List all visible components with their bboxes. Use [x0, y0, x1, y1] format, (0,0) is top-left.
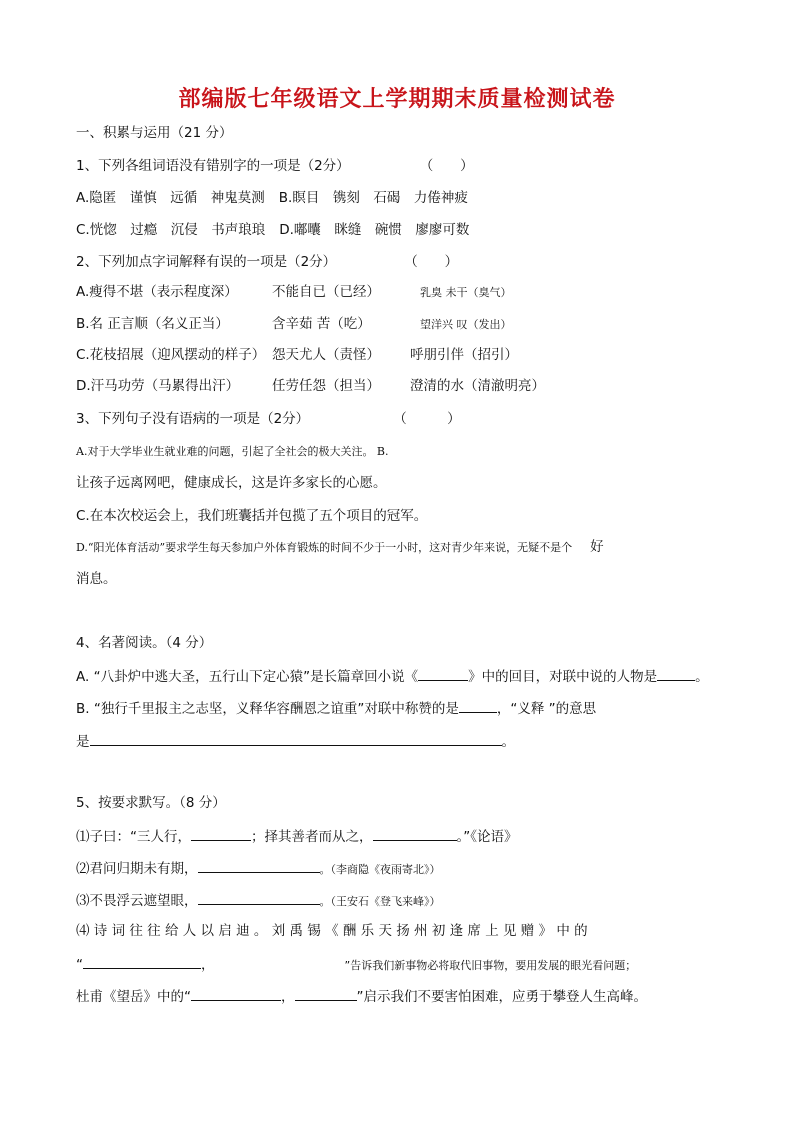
q5-item-2	[76, 858, 441, 879]
q5-item-4: ⑷ 诗 词 往 往 给 人 以 启 迪 。 刘 禹 锡 《 酬 乐 天 扬 州 初 逢 席 上 见 赠 》 中 的	[76, 923, 588, 939]
q4-a-text2: 》中的回目，对联中说的人物是	[468, 669, 658, 685]
q5-item-5	[76, 986, 647, 1006]
q5-stem: 5、按要求默写。（8 分）	[76, 795, 226, 811]
q4-a-text3: 。	[695, 669, 709, 685]
section-heading: 一、积累与运用（21 分）	[76, 125, 233, 141]
q4-a-blank-person[interactable]	[657, 666, 695, 681]
q2-c-part1: C.花枝招展（迎风摆动的样子）	[76, 347, 266, 363]
q3-option-d	[76, 538, 604, 557]
q1-option-c: C.恍惚 过瘾 沉侵 书声琅琅	[76, 222, 266, 238]
q3-stem-text: 3、下列句子没有语病的一项是（2分）	[76, 411, 310, 427]
q4-b-text3: 是	[76, 734, 90, 750]
q4-b-blank-person[interactable]	[459, 698, 497, 713]
q2-c-part3: 呼朋引伴（招引）	[410, 347, 518, 363]
q1-stem	[76, 157, 474, 175]
q1-option-d: D.嘟囔 眯缝 碗惯 廖廖可数	[279, 222, 470, 238]
q2-d-part3: 澄清的水（清澈明亮）	[410, 378, 545, 394]
q4-a-text1: A. “八卦炉中逃大圣，五行山下定心猿”是长篇章回小说《	[76, 669, 419, 685]
q5-2-blank[interactable]	[198, 858, 320, 873]
q2-option-c	[76, 346, 518, 364]
q4-item-b	[76, 698, 596, 718]
q2-b-part2: 含辛茹 苦（吃）	[272, 316, 371, 332]
q2-option-d	[76, 377, 545, 395]
q2-option-a	[76, 283, 512, 302]
q5-1-blank2[interactable]	[373, 826, 457, 841]
q2-answer-paren: （ ）	[404, 254, 459, 270]
q5-1-text1: ⑴子曰：“三人行，	[76, 829, 191, 845]
q4-b-blank-meaning[interactable]	[90, 731, 502, 746]
q5-5-text1: 杜甫《望岳》中的“	[76, 989, 191, 1005]
q3-answer-paren: （ ）	[393, 411, 461, 427]
q1-options-row2	[76, 221, 469, 239]
q4-b-text1: B. “独行千里报主之志坚，义释华容酬恩之谊重”对联中称赞的是	[76, 701, 459, 717]
q2-a-part3: 乳臭 未干（臭气）	[420, 286, 512, 299]
q3-option-d-end: 好	[590, 539, 604, 555]
q5-1-blank1[interactable]	[191, 826, 251, 841]
q2-c-part2: 怨天尤人（责怪）	[272, 347, 380, 363]
q2-d-part2: 任劳任怨（担当）	[272, 378, 380, 394]
q1-option-a: A.隐匿 谨慎 远循 神鬼莫测	[76, 190, 265, 206]
q3-option-a: A.对于大学毕业生就业难的问题，引起了全社会的极大关注。 B.	[76, 445, 389, 458]
q5-item-4-blanks	[76, 954, 636, 975]
q3-option-d-text: D.“阳光体育活动”要求学生每天参加户外体育锻炼的时间不少于一小时，这对青少年来说，无疑不是个	[76, 541, 573, 554]
q5-4-blank1[interactable]	[83, 954, 201, 969]
q5-1-text2: ；择其善者而从之，	[251, 829, 373, 845]
exam-title: 部编版七年级语文上学期期末质量检测试卷	[178, 86, 616, 112]
q5-3-text2: 。（王安石《登飞来峰》）	[319, 895, 441, 908]
q3-option-d-cont: 消息。	[76, 571, 117, 587]
q1-stem-text: 1、下列各组词语没有错别字的一项是（2分）	[76, 158, 350, 174]
q5-5-text3: ”启示我们不要害怕困难，应勇于攀登人生高峰。	[356, 989, 647, 1005]
q1-option-b: B.瞑目 镌刻 石碣 力倦神疲	[278, 190, 468, 206]
q4-item-a	[76, 666, 709, 686]
q2-b-part1: B.名 正言顺（名义正当）	[76, 316, 229, 332]
q4-b-text2: ，“义释 ”的意思	[496, 701, 597, 717]
q5-5-text2: ，	[281, 989, 295, 1005]
q2-option-b	[76, 315, 512, 334]
q5-item-1	[76, 826, 518, 846]
q2-b-part3: 望洋兴 叹（发出）	[420, 318, 512, 331]
q1-answer-paren: （ ）	[419, 158, 474, 174]
q2-stem-text: 2、下列加点字词解释有误的一项是（2分）	[76, 254, 337, 270]
q4-item-b-cont	[76, 731, 515, 751]
q2-a-part1: A.瘦得不堪（表示程度深）	[76, 284, 238, 300]
q4-b-text4: 。	[501, 734, 515, 750]
q3-option-b: 让孩子远离网吧，健康成长，这是许多家长的心愿。	[76, 475, 387, 491]
q2-a-part2: 不能自已（已经）	[272, 284, 380, 300]
q5-3-text1: ⑶不畏浮云遮望眼，	[76, 893, 198, 909]
q5-item-3	[76, 890, 441, 911]
q4-stem: 4、名著阅读。（4 分）	[76, 635, 213, 651]
q3-option-c: C.在本次校运会上，我们班囊括并包揽了五个项目的冠军。	[76, 508, 428, 524]
q5-4-text1: “	[76, 957, 83, 973]
q2-stem	[76, 253, 458, 271]
q5-5-blank1[interactable]	[191, 986, 281, 1001]
q5-1-text3: 。”《论语》	[456, 829, 518, 845]
q5-2-text2: 。（李商隐《夜雨寄北》）	[319, 863, 441, 876]
q5-3-blank[interactable]	[198, 890, 320, 905]
q1-options-row1	[76, 189, 468, 207]
q2-d-part1: D.汗马功劳（马累得出汗）	[76, 378, 240, 394]
q5-2-text1: ⑵君问归期未有期，	[76, 861, 198, 877]
q5-4-text3: ”告诉我们新事物必将取代旧事物，要用发展的眼光看问题；	[344, 959, 637, 972]
q5-4-text2: ，	[201, 957, 215, 973]
q3-stem	[76, 410, 461, 428]
q5-5-blank2[interactable]	[295, 986, 357, 1001]
q4-a-blank-book[interactable]	[418, 666, 468, 681]
